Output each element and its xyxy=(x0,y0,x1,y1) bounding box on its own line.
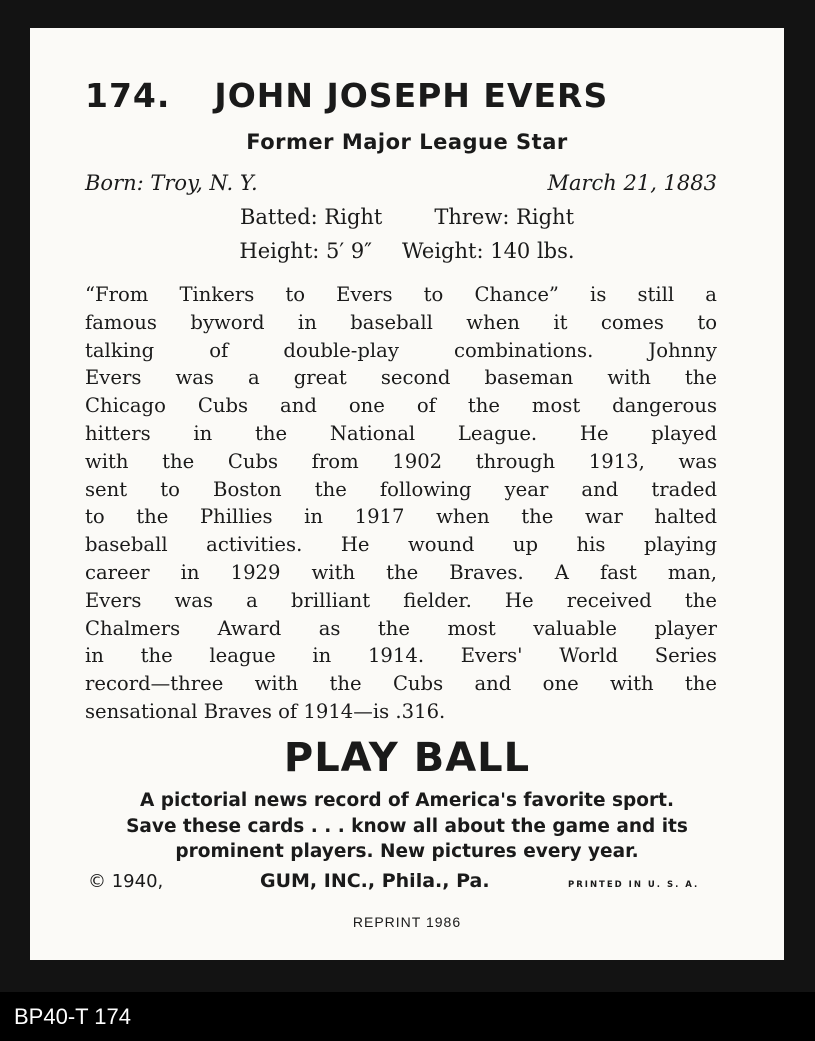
batting-throwing-row xyxy=(30,205,784,229)
threw: Threw: Right xyxy=(434,205,575,229)
bio-line: Evers was a brilliant fielder. He received the xyxy=(85,588,717,612)
bio-line: in the league in 1914. Evers' World Series xyxy=(85,644,717,668)
player-biography xyxy=(85,281,717,726)
bio-line: Chalmers Award as the most valuable player xyxy=(85,616,717,640)
player-name: JOHN JOSEPH EVERS xyxy=(214,76,609,115)
bio-line: with the Cubs from 1902 through 1913, was xyxy=(85,449,717,473)
bio-line: to the Phillies in 1917 when the war halted xyxy=(85,505,717,529)
bio-line: hitters in the National League. He played xyxy=(85,421,717,445)
copyright: © 1940, xyxy=(88,871,164,892)
reprint-note: REPRINT 1986 xyxy=(352,914,462,930)
bio-line: “From Tinkers to Evers to Chance” is still a xyxy=(85,283,717,306)
bio-line: career in 1929 with the Braves. A fast man, xyxy=(85,560,717,584)
caption-bar xyxy=(0,992,815,1041)
card-number: 174. xyxy=(85,76,171,115)
tagline-line: A pictorial news record of America's favorite sport. xyxy=(140,790,674,811)
height-weight-row xyxy=(30,239,784,263)
bio-line: sent to Boston the following year and traded xyxy=(85,477,717,501)
height: Height: 5′ 9″ xyxy=(239,239,373,263)
bio-line: sensational Braves of 1914—is .316. xyxy=(85,699,446,723)
bio-line: Chicago Cubs and one of the most dangerous xyxy=(85,394,717,418)
card-header xyxy=(85,76,608,115)
batted: Batted: Right xyxy=(239,205,383,229)
publisher: GUM, INC., Phila., Pa. xyxy=(260,870,490,892)
birthplace: Born: Troy, N. Y. xyxy=(85,171,258,195)
player-subtitle: Former Major League Star xyxy=(246,130,568,154)
birth-info-row xyxy=(85,171,717,195)
brand-tagline xyxy=(30,788,784,865)
tagline-line: Save these cards . . . know all about the game and its xyxy=(126,815,688,837)
publisher-footer xyxy=(88,870,720,892)
bio-line: Evers was a great second baseman with the xyxy=(85,366,717,390)
bio-line: talking of double-play combinations. Johnny xyxy=(85,338,717,362)
bio-line: baseball activities. He wound up his playing xyxy=(85,533,717,557)
bio-line: record—three with the Cubs and one with the xyxy=(85,672,717,696)
bio-line: famous byword in baseball when it comes to xyxy=(85,310,717,334)
tagline-line: prominent players. New pictures every year. xyxy=(175,841,639,862)
baseball-card-back xyxy=(30,28,784,960)
printed-in: PRINTED IN U. S. A. xyxy=(568,880,700,890)
birth-date: March 21, 1883 xyxy=(547,171,717,195)
weight: Weight: 140 lbs. xyxy=(402,239,575,263)
brand-title: PLAY BALL xyxy=(283,735,531,781)
card-caption: BP40-T 174 xyxy=(14,1004,132,1029)
